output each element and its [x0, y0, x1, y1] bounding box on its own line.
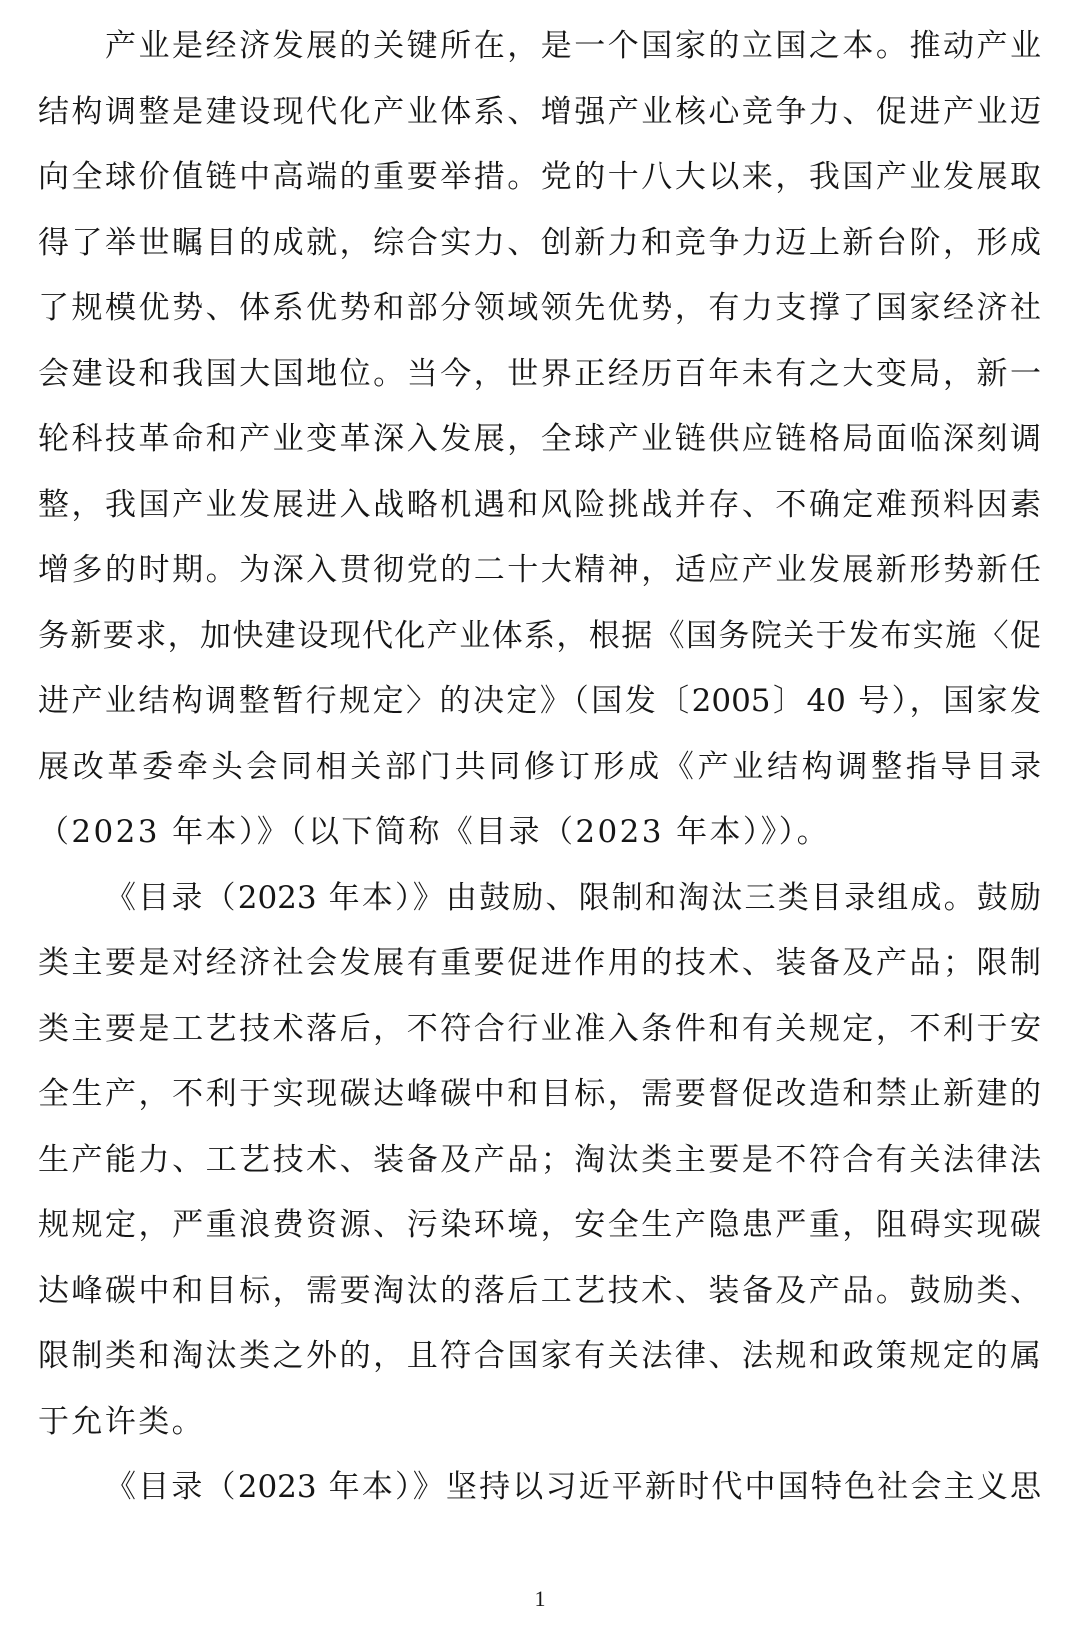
paragraph	[38, 1455, 1041, 1521]
text-line: 轮科技革命和产业变革深入发展，全球产业链供应链格局面临深刻调	[38, 421, 1041, 457]
text-line: 整，我国产业发展进入战略机遇和风险挑战并存、不确定难预料因素	[38, 486, 1041, 523]
paragraph	[38, 866, 1041, 1456]
text-line: 全生产，不利于实现碳达峰碳中和目标，需要督促改造和禁止新建的	[38, 1076, 1041, 1112]
text-line: 类主要是工艺技术落后，不符合行业准入条件和有关规定，不利于安	[38, 1010, 1041, 1047]
text-line: 类主要是对经济社会发展有重要促进作用的技术、装备及产品；限制	[38, 945, 1041, 981]
text-line: 《目录（2023 年本）》坚持以习近平新时代中国特色社会主义思	[105, 1469, 1041, 1505]
text-line: 产业是经济发展的关键所在，是一个国家的立国之本。推动产业	[105, 28, 1041, 64]
text-line: 结构调整是建设现代化产业体系、增强产业核心竞争力、促进产业迈	[38, 93, 1041, 130]
text-line: 《目录（2023 年本）》由鼓励、限制和淘汰三类目录组成。鼓励	[105, 879, 1041, 916]
text-line: 增多的时期。为深入贯彻党的二十大精神，适应产业发展新形势新任	[38, 552, 1041, 588]
text-line: 展改革委牵头会同相关部门共同修订形成《产业结构调整指导目录	[38, 748, 1041, 785]
text-line: 了规模优势、体系优势和部分领域领先优势，有力支撑了国家经济社	[38, 290, 1041, 326]
text-line: 规规定，严重浪费资源、污染环境，安全生产隐患严重，阻碍实现碳	[38, 1207, 1041, 1243]
text-line: 进产业结构调整暂行规定〉的决定》（国发〔2005〕40 号），国家发	[38, 683, 1041, 719]
text-line: 会建设和我国大国地位。当今，世界正经历百年未有之大变局，新一	[38, 355, 1041, 392]
page-number: 1	[534, 1586, 546, 1611]
text-line: （2023 年本）》（以下简称《目录（2023 年本）》）。	[38, 814, 830, 850]
text-line: 得了举世瞩目的成就，综合实力、创新力和竞争力迈上新台阶，形成	[38, 224, 1041, 261]
text-line: 限制类和淘汰类之外的，且符合国家有关法律、法规和政策规定的属	[38, 1338, 1041, 1374]
paragraph	[38, 14, 1041, 866]
text-line: 向全球价值链中高端的重要举措。党的十八大以来，我国产业发展取	[38, 159, 1041, 195]
text-line: 务新要求，加快建设现代化产业体系，根据《国务院关于发布实施〈促	[38, 617, 1041, 654]
text-line: 于允许类。	[38, 1403, 205, 1440]
text-line: 达峰碳中和目标，需要淘汰的落后工艺技术、装备及产品。鼓励类、	[38, 1272, 1041, 1309]
document-body	[38, 14, 1041, 1521]
text-line: 生产能力、工艺技术、装备及产品；淘汰类主要是不符合有关法律法	[38, 1141, 1041, 1178]
